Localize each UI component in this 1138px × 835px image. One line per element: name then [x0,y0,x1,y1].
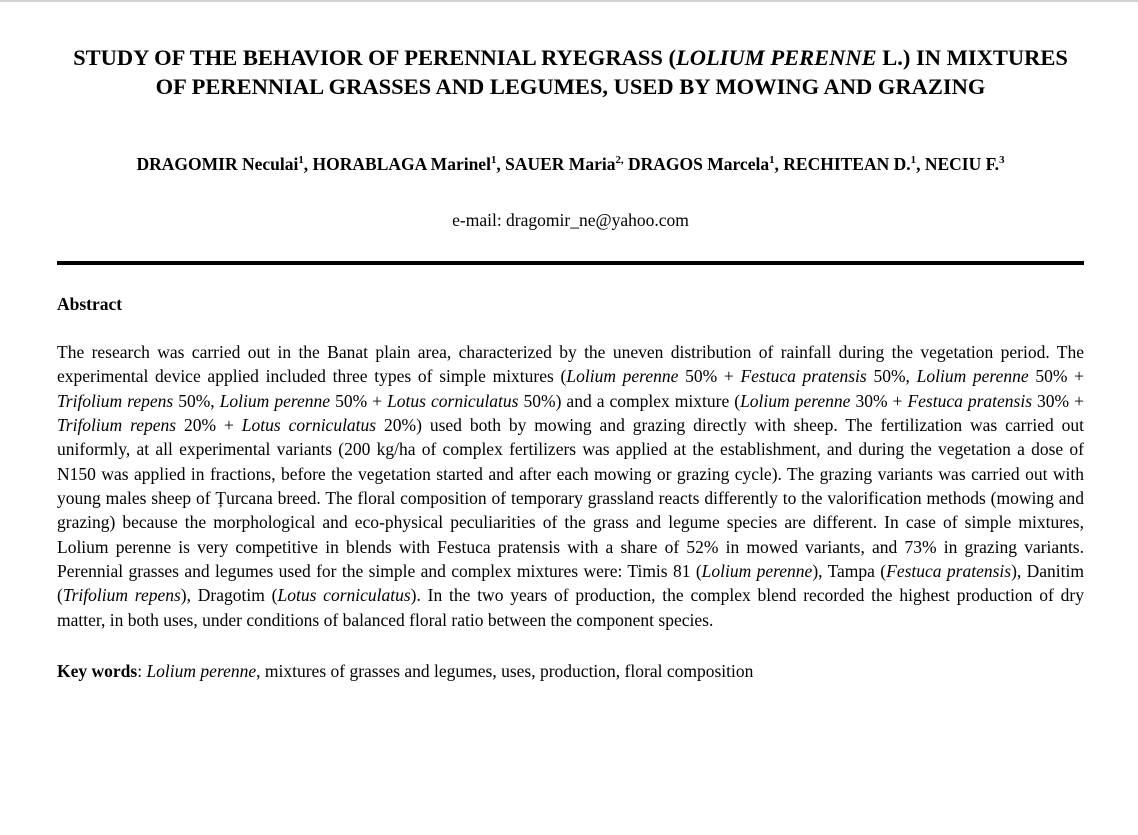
abstract-heading: Abstract [57,294,123,314]
page-title: STUDY OF THE BEHAVIOR OF PERENNIAL RYEGRASS (LOLIUM PERENNE L.) IN MIXTURES OF PERENNIAL GRASSES AND LEGUMES, USED BY MOWING AND GRAZING [73,45,1068,99]
authors-line: DRAGOMIR Neculai$^1$, HORABLAGA Marinel$^1$, SAUER Maria$^{2,}$ DRAGOS Marcela$^1$, RECHITEAN D.$^1$, NECIU F.$^3$ [136,154,1005,174]
email-line: e-mail: dragomir_ne@yahoo.com [452,210,689,230]
abstract-body: The research was carried out in the Banat plain area, characterized by the uneven distribution of rainfall during the vegetation period. The experimental device applied included three types of simple mixtures (Lolium perenne 50% + Festuca pratensis 50%, Lolium perenne 50% + Trifolium repens 50%, Lolium perenne 50% + Lotus corniculatus 50%) and a complex mixture (Lolium perenne 30% + Festuca pratensis 30% + Trifolium repens 20% + Lotus corniculatus 20%) used both by mowing and grazing directly with sheep. The fertilization was carried out uniformly, at all experimental variants (200 kg/ha of complex fertilizers was applied at the establishment, and during the vegetation a dose of N150 was applied in fractions, before the vegetation started and after each mowing or grazing cycle). The grazing variants was carried out with young males sheep of Țurcana breed. The floral composition of temporary grassland reacts differently to the valorification methods (mowing and grazing) because the morphological and eco-physical peculiarities of the grass and legume species are different. In case of simple mixtures, Lolium perenne is very competitive in blends with Festuca pratensis with a share of 52% in mowed variants, and 73% in grazing variants. Perennial grasses and legumes used for the simple and complex mixtures were: Timis 81 (Lolium perenne), Tampa (Festuca pratensis), Danitim (Trifolium repens), Dragotim (Lotus corniculatus). In the two years of production, the complex blend recorded the highest production of dry matter, in both uses, under conditions of balanced floral ratio between the component species. [57,342,1085,630]
keywords-line: Key words: Lolium perenne, mixtures of grasses and legumes, uses, production, floral composition [57,661,754,682]
page-content [0,2,1138,683]
separator-rule [57,261,1084,265]
